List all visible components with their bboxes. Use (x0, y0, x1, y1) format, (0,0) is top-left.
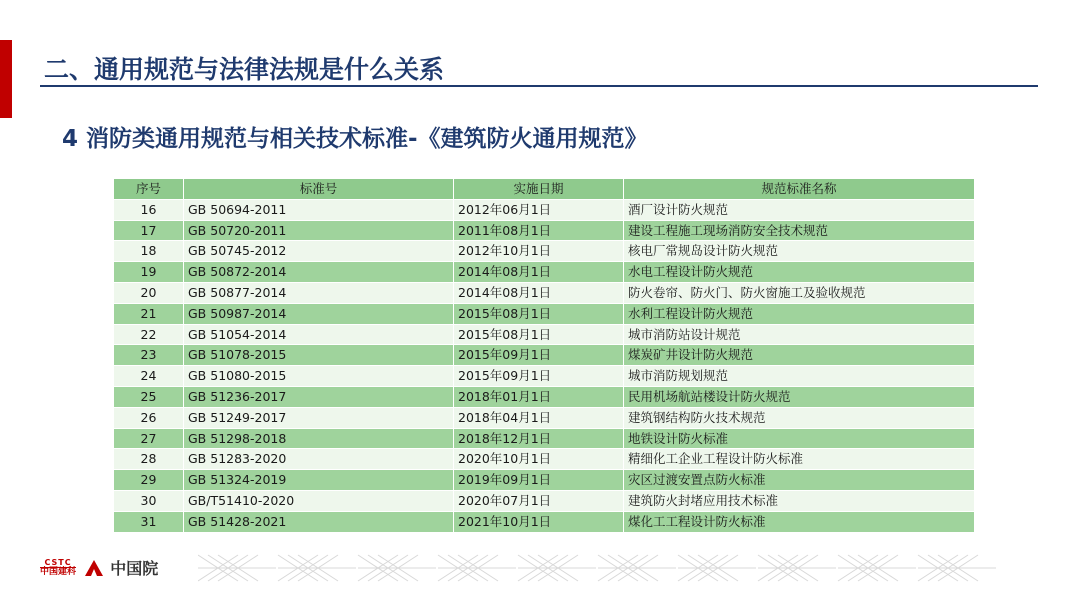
cell-standard-no: GB 50872-2014 (184, 262, 454, 283)
standards-table (113, 178, 975, 533)
cell-seq: 20 (114, 282, 184, 303)
cell-date: 2012年06月1日 (454, 199, 624, 220)
table-row (114, 366, 975, 387)
cell-seq: 21 (114, 303, 184, 324)
cell-name: 水电工程设计防火规范 (624, 262, 975, 283)
cell-seq: 31 (114, 511, 184, 532)
cell-seq: 17 (114, 220, 184, 241)
table-row (114, 490, 975, 511)
table-header-row (114, 179, 975, 200)
cell-name: 水利工程设计防火规范 (624, 303, 975, 324)
cell-standard-no: GB 51298-2018 (184, 428, 454, 449)
cell-standard-no: GB 50745-2012 (184, 241, 454, 262)
cell-standard-no: GB 51249-2017 (184, 407, 454, 428)
table-body (114, 199, 975, 532)
cell-seq: 30 (114, 490, 184, 511)
cell-standard-no: GB 51054-2014 (184, 324, 454, 345)
cell-standard-no: GB 51324-2019 (184, 470, 454, 491)
cell-date: 2012年10月1日 (454, 241, 624, 262)
cell-date: 2021年10月1日 (454, 511, 624, 532)
cell-seq: 16 (114, 199, 184, 220)
cell-date: 2015年08月1日 (454, 324, 624, 345)
cell-name: 核电厂常规岛设计防火规范 (624, 241, 975, 262)
cell-name: 民用机场航站楼设计防火规范 (624, 386, 975, 407)
cell-date: 2015年09月1日 (454, 345, 624, 366)
table-row (114, 199, 975, 220)
table-row (114, 220, 975, 241)
cell-name: 灾区过渡安置点防火标准 (624, 470, 975, 491)
cell-seq: 24 (114, 366, 184, 387)
header-name: 规范标准名称 (624, 179, 975, 200)
cell-name: 建筑钢结构防火技术规范 (624, 407, 975, 428)
cell-name: 酒厂设计防火规范 (624, 199, 975, 220)
cell-date: 2011年08月1日 (454, 220, 624, 241)
cell-standard-no: GB/T51410-2020 (184, 490, 454, 511)
decorative-line-pattern (198, 553, 998, 583)
cell-seq: 27 (114, 428, 184, 449)
table-row (114, 303, 975, 324)
cell-date: 2018年04月1日 (454, 407, 624, 428)
triangle-logo-icon (85, 560, 103, 576)
cell-seq: 19 (114, 262, 184, 283)
cell-name: 精细化工企业工程设计防火标准 (624, 449, 975, 470)
cell-name: 防火卷帘、防火门、防火窗施工及验收规范 (624, 282, 975, 303)
china-academy-logo: 中国院 (85, 556, 158, 579)
slide-title: 二、通用规范与法律法规是什么关系 (44, 55, 445, 84)
header-standard-no: 标准号 (184, 179, 454, 200)
header-date: 实施日期 (454, 179, 624, 200)
cell-seq: 23 (114, 345, 184, 366)
table-row (114, 470, 975, 491)
cell-date: 2014年08月1日 (454, 282, 624, 303)
cell-standard-no: GB 50694-2011 (184, 199, 454, 220)
cell-name: 煤炭矿井设计防火规范 (624, 345, 975, 366)
cell-standard-no: GB 51283-2020 (184, 449, 454, 470)
cell-standard-no: GB 50720-2011 (184, 220, 454, 241)
cell-date: 2018年12月1日 (454, 428, 624, 449)
cell-seq: 25 (114, 386, 184, 407)
table-row (114, 282, 975, 303)
cell-standard-no: GB 51080-2015 (184, 366, 454, 387)
header-seq: 序号 (114, 179, 184, 200)
cell-name: 建设工程施工现场消防安全技术规范 (624, 220, 975, 241)
table-row (114, 407, 975, 428)
table-row (114, 386, 975, 407)
cell-seq: 29 (114, 470, 184, 491)
table-row (114, 262, 975, 283)
cell-standard-no: GB 51236-2017 (184, 386, 454, 407)
cell-name: 城市消防规划规范 (624, 366, 975, 387)
cell-date: 2019年09月1日 (454, 470, 624, 491)
cell-name: 煤化工工程设计防火标准 (624, 511, 975, 532)
cell-seq: 18 (114, 241, 184, 262)
cell-standard-no: GB 51078-2015 (184, 345, 454, 366)
table-row (114, 324, 975, 345)
table-row (114, 428, 975, 449)
cell-date: 2015年09月1日 (454, 366, 624, 387)
cell-date: 2018年01月1日 (454, 386, 624, 407)
cell-date: 2014年08月1日 (454, 262, 624, 283)
footer-logo (40, 556, 158, 579)
cell-seq: 26 (114, 407, 184, 428)
cell-date: 2015年08月1日 (454, 303, 624, 324)
table-row (114, 511, 975, 532)
cell-standard-no: GB 50877-2014 (184, 282, 454, 303)
cell-name: 城市消防站设计规范 (624, 324, 975, 345)
standards-table-container (113, 178, 974, 533)
cell-standard-no: GB 51428-2021 (184, 511, 454, 532)
slide-subtitle: 4 消防类通用规范与相关技术标准-《建筑防火通用规范》 (62, 126, 648, 152)
cell-standard-no: GB 50987-2014 (184, 303, 454, 324)
cell-seq: 28 (114, 449, 184, 470)
title-underline (40, 85, 1038, 87)
accent-bar (0, 40, 12, 118)
cell-name: 地铁设计防火标准 (624, 428, 975, 449)
table-row (114, 241, 975, 262)
table-row (114, 345, 975, 366)
cell-date: 2020年07月1日 (454, 490, 624, 511)
cell-date: 2020年10月1日 (454, 449, 624, 470)
cell-name: 建筑防火封堵应用技术标准 (624, 490, 975, 511)
cstc-logo: CSTC 中国建科 (40, 558, 77, 577)
table-row (114, 449, 975, 470)
cell-seq: 22 (114, 324, 184, 345)
